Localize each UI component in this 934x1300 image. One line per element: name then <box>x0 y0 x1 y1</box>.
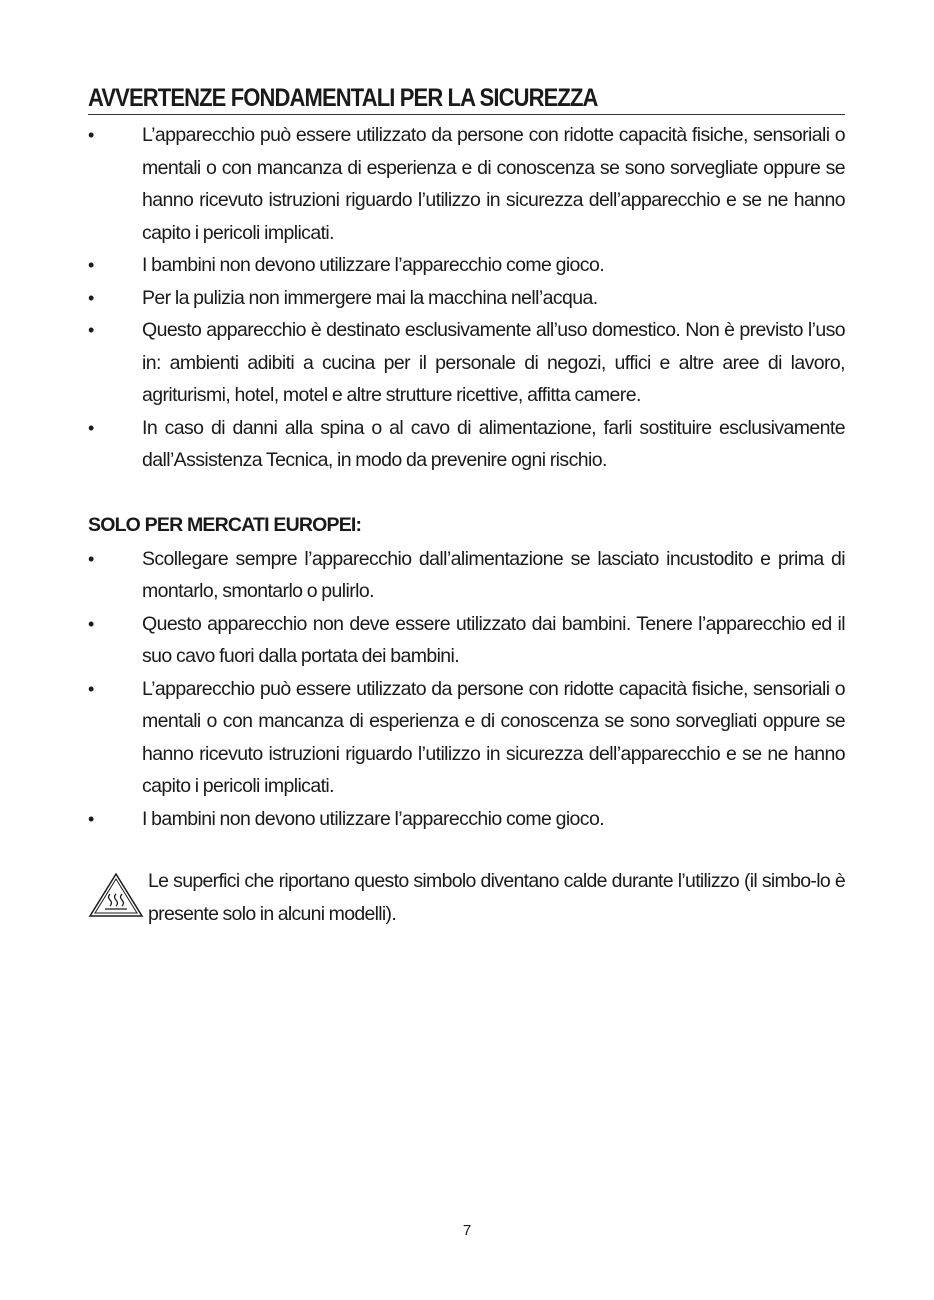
list-item-text: L’apparecchio può essere utilizzato da persone con ridotte capacità fisiche, sensoriali o mentali o con mancanza di esperienza e di conoscenza se sono sorvegliate oppure se hanno ricevuto istruzioni riguardo l’utilizzo in sicurezza dell’apparecchio e se ne hanno capito i pericoli implicati. <box>142 124 845 244</box>
list-item-text: I bambini non devono utilizzare l’apparecchio come gioco. <box>142 254 605 276</box>
list-item <box>88 803 845 836</box>
section-spacer <box>88 477 845 509</box>
list-item <box>88 543 845 608</box>
list-item-text: Questo apparecchio non deve essere utilizzato dai bambini. Tenere l’apparecchio ed il suo cavo fuori dalla portata dei bambini. <box>142 612 845 667</box>
list-item-text: Per la pulizia non immergere mai la macchina nell’acqua. <box>142 286 598 309</box>
list-item-text: Scollegare sempre l’apparecchio dall’alimentazione se lasciato incustodito e prima di montarlo, smontarlo o pulirlo. <box>142 547 845 602</box>
bullet: • <box>88 417 95 438</box>
warning-text: Le superfici che riportano questo simbolo diventano calde durante l’utilizzo (il simbo-lo è presente solo in alcuni modelli). <box>148 870 845 925</box>
bullet: • <box>88 125 95 145</box>
list-item <box>88 412 845 477</box>
document-page <box>88 84 845 935</box>
bullet: • <box>88 678 95 699</box>
list-item <box>88 249 845 282</box>
list-item <box>88 673 845 803</box>
hot-surface-warning-icon <box>88 871 144 919</box>
page-number: 7 <box>462 1222 472 1239</box>
list-item <box>88 119 845 249</box>
list-item <box>88 314 845 412</box>
bullet: • <box>88 255 95 275</box>
section-title-european-markets: SOLO PER MERCATI EUROPEI: <box>88 513 362 536</box>
bullet: • <box>88 320 95 340</box>
hot-surface-warning <box>88 865 845 935</box>
list-item <box>88 282 845 315</box>
european-markets-list <box>88 543 845 836</box>
bullet: • <box>88 548 95 569</box>
list-item-text: Questo apparecchio è destinato esclusivamente all’uso domestico. Non è previsto l’uso in: ambienti adibiti a cucina per il personale di negozi, uffici e altre aree di lavoro, agriturismi, hotel, motel e altre strutture ricettive, affitta camere. <box>142 319 845 406</box>
list-item-text: In caso di danni alla spina o al cavo di alimentazione, farli sostituire esclusivamente dall’Assistenza Tecnica, in modo da prevenire ogni rischio. <box>142 416 845 471</box>
list-item-text: I bambini non devono utilizzare l’apparecchio come gioco. <box>142 807 605 830</box>
list-item <box>88 608 845 673</box>
section-title-safety: AVVERTENZE FONDAMENTALI PER LA SICUREZZA <box>88 84 598 112</box>
bullet: • <box>88 613 95 634</box>
safety-warnings-list <box>88 119 845 477</box>
list-item-text: L’apparecchio può essere utilizzato da persone con ridotte capacità fisiche, sensoriali o mentali o con mancanza di esperienza e di conoscenza se sono sorvegliati oppure se hanno ricevuto istruzioni riguardo l’utilizzo in sicurezza dell’apparecchio e se ne hanno capito i pericoli implicati. <box>142 677 845 797</box>
bullet: • <box>88 808 95 829</box>
bullet: • <box>88 287 95 308</box>
title-underline <box>88 114 845 115</box>
